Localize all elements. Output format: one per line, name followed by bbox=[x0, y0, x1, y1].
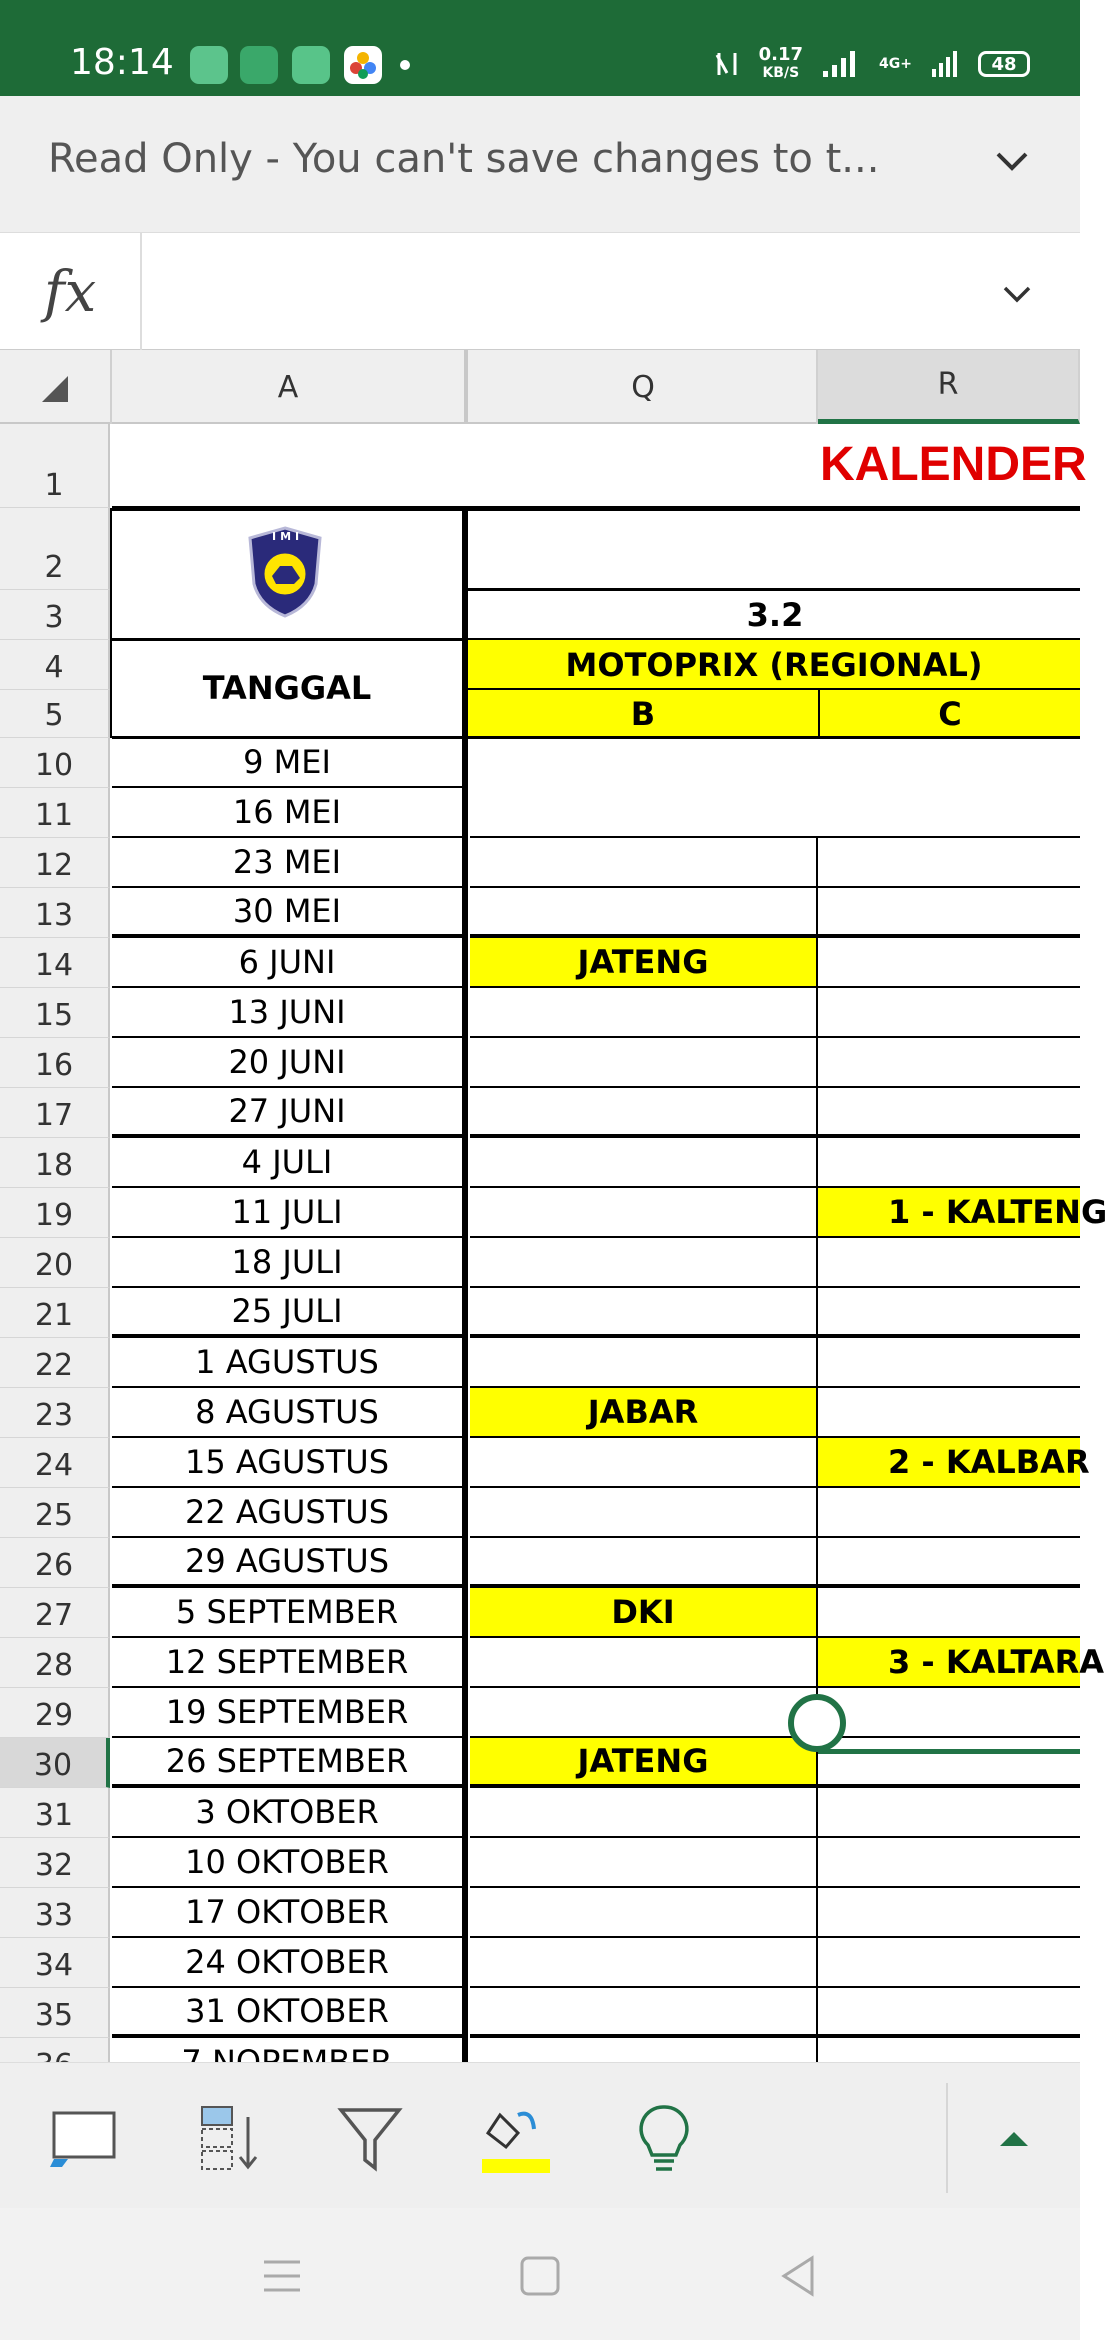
battery-icon bbox=[978, 51, 1030, 77]
read-only-banner[interactable] bbox=[0, 96, 1080, 232]
row-header[interactable]: 10 bbox=[0, 738, 110, 788]
date-cell[interactable]: 9 MEI bbox=[112, 738, 462, 788]
select-cells-button[interactable] bbox=[44, 2099, 124, 2179]
region-b-cell[interactable] bbox=[470, 1988, 818, 2038]
region-b-cell[interactable] bbox=[470, 988, 818, 1038]
spreadsheet-grid[interactable] bbox=[0, 424, 1107, 2062]
row-header[interactable]: 2 bbox=[0, 508, 110, 590]
region-c-cell[interactable] bbox=[818, 1088, 1080, 1138]
region-b-cell[interactable] bbox=[470, 1138, 818, 1188]
region-c-cell[interactable] bbox=[818, 1788, 1080, 1838]
row-header[interactable]: 20 bbox=[0, 1238, 110, 1288]
fill-color-icon bbox=[478, 2101, 554, 2177]
recents-button[interactable] bbox=[252, 2246, 312, 2306]
row-header[interactable]: 27 bbox=[0, 1588, 110, 1638]
row-header[interactable]: 22 bbox=[0, 1338, 110, 1388]
date-cell[interactable]: 10 OKTOBER bbox=[112, 1838, 462, 1888]
date-cell[interactable]: 19 SEPTEMBER bbox=[112, 1688, 462, 1738]
date-cell[interactable]: 22 AGUSTUS bbox=[112, 1488, 462, 1538]
region-c-cell[interactable] bbox=[818, 1038, 1080, 1088]
region-b-cell[interactable] bbox=[470, 1638, 818, 1688]
android-nav-bar bbox=[0, 2208, 1080, 2340]
region-c-cell[interactable] bbox=[818, 1938, 1080, 1988]
region-c-cell[interactable] bbox=[818, 1888, 1080, 1938]
select-cells-icon bbox=[48, 2107, 120, 2171]
row-header[interactable]: 26 bbox=[0, 1538, 110, 1588]
region-b-cell[interactable] bbox=[470, 1538, 818, 1588]
date-cell[interactable]: 24 OKTOBER bbox=[112, 1938, 462, 1988]
row-header[interactable]: 3 bbox=[0, 590, 110, 640]
ideas-button[interactable] bbox=[624, 2099, 704, 2179]
more-notifications-dot bbox=[400, 60, 410, 70]
logo-text: IMI bbox=[272, 530, 304, 543]
row-header[interactable]: 25 bbox=[0, 1488, 110, 1538]
row-header[interactable]: 5 bbox=[0, 690, 110, 738]
expand-toolbar-button[interactable] bbox=[974, 2099, 1054, 2179]
menu-icon bbox=[260, 2256, 304, 2296]
notification-mosque-icon bbox=[240, 46, 278, 84]
region-c-cell[interactable] bbox=[818, 1588, 1080, 1638]
read-only-message: Read Only - You can't save changes to t... bbox=[48, 136, 880, 182]
tanggal-header[interactable]: TANGGAL bbox=[202, 669, 372, 707]
region-b-cell[interactable] bbox=[470, 1038, 818, 1088]
back-button[interactable] bbox=[768, 2246, 828, 2306]
expand-formula-chevron-icon[interactable] bbox=[1002, 281, 1032, 307]
date-cell[interactable]: 20 JUNI bbox=[112, 1038, 462, 1088]
row-header[interactable]: 17 bbox=[0, 1088, 110, 1138]
formula-bar[interactable] bbox=[0, 232, 1080, 350]
region-c-cell[interactable]: 2 - KALBAR bbox=[818, 1438, 1080, 1488]
select-all-icon bbox=[42, 376, 68, 402]
column-header-a[interactable]: A bbox=[112, 350, 468, 424]
net-speed-unit: KB/S bbox=[762, 65, 800, 81]
notification-app-icon bbox=[190, 46, 228, 84]
row-header[interactable]: 4 bbox=[0, 640, 110, 690]
region-c-cell[interactable]: 3 - KALTARA bbox=[818, 1638, 1080, 1688]
subheader-c[interactable]: C bbox=[820, 690, 1080, 738]
region-b-cell[interactable] bbox=[470, 1238, 818, 1288]
home-square-icon bbox=[518, 2254, 562, 2298]
date-cell[interactable]: 26 SEPTEMBER bbox=[112, 1738, 462, 1788]
row-header[interactable]: 11 bbox=[0, 788, 110, 838]
region-c-cell[interactable] bbox=[818, 1688, 1080, 1738]
date-cell[interactable]: 30 MEI bbox=[112, 888, 462, 938]
back-triangle-icon bbox=[776, 2254, 820, 2298]
row-header[interactable]: 19 bbox=[0, 1188, 110, 1238]
date-cell[interactable]: 11 JULI bbox=[112, 1188, 462, 1238]
date-cell[interactable]: 23 MEI bbox=[112, 838, 462, 888]
column-header-r[interactable]: R bbox=[818, 350, 1080, 424]
region-c-cell[interactable] bbox=[818, 1288, 1080, 1338]
date-cell[interactable]: 17 OKTOBER bbox=[112, 1888, 462, 1938]
region-c-cell[interactable] bbox=[818, 938, 1080, 988]
region-c-cell[interactable] bbox=[818, 1138, 1080, 1188]
selection-handle[interactable] bbox=[788, 1694, 846, 1752]
region-b-cell[interactable]: JABAR bbox=[470, 1388, 818, 1438]
region-b-cell[interactable] bbox=[470, 1288, 818, 1338]
net-speed-value: 0.17 bbox=[758, 44, 804, 65]
date-cell[interactable]: 3 OKTOBER bbox=[112, 1788, 462, 1838]
select-all-corner[interactable] bbox=[0, 350, 112, 424]
calendar-title[interactable]: KALENDER bbox=[820, 437, 1087, 491]
region-c-cell[interactable]: 1 - KALTENG bbox=[818, 1188, 1080, 1238]
row-header[interactable]: 15 bbox=[0, 988, 110, 1038]
status-right bbox=[713, 46, 1030, 82]
selection-border bbox=[818, 1749, 1080, 1754]
region-c-cell[interactable] bbox=[818, 888, 1080, 938]
row-header[interactable]: 16 bbox=[0, 1038, 110, 1088]
chevron-down-icon[interactable] bbox=[994, 146, 1030, 176]
region-b-cell[interactable] bbox=[470, 1788, 818, 1838]
region-b-cell[interactable] bbox=[470, 788, 1080, 838]
row-header[interactable]: 31 bbox=[0, 1788, 110, 1838]
date-cell[interactable]: 18 JULI bbox=[112, 1238, 462, 1288]
filter-icon bbox=[337, 2104, 403, 2174]
region-b-cell[interactable] bbox=[470, 1888, 818, 1938]
region-c-cell[interactable] bbox=[818, 988, 1080, 1038]
date-cell[interactable]: 25 JULI bbox=[112, 1288, 462, 1338]
sort-icon bbox=[194, 2103, 266, 2175]
date-cell[interactable]: 27 JUNI bbox=[112, 1088, 462, 1138]
imi-logo bbox=[244, 524, 326, 620]
region-c-cell[interactable] bbox=[818, 1988, 1080, 2038]
region-c-cell[interactable] bbox=[818, 1488, 1080, 1538]
row-header[interactable]: 33 bbox=[0, 1888, 110, 1938]
date-cell[interactable]: 8 AGUSTUS bbox=[112, 1388, 462, 1438]
row-header[interactable]: 21 bbox=[0, 1288, 110, 1338]
notification-gift-icon bbox=[292, 46, 330, 84]
toolbar-separator bbox=[946, 2083, 948, 2193]
region-c-cell[interactable] bbox=[818, 1388, 1080, 1438]
status-bar bbox=[0, 0, 1080, 96]
region-c-cell[interactable] bbox=[818, 1238, 1080, 1288]
expand-up-icon bbox=[994, 2124, 1034, 2154]
date-cell[interactable]: 29 AGUSTUS bbox=[112, 1538, 462, 1588]
region-b-cell[interactable] bbox=[470, 1938, 818, 1988]
date-cell[interactable]: 12 SEPTEMBER bbox=[112, 1638, 462, 1688]
region-b-cell[interactable]: JATENG bbox=[470, 1738, 818, 1788]
battery-level: 48 bbox=[991, 53, 1017, 75]
region-c-cell[interactable] bbox=[818, 1338, 1080, 1388]
network-type: 4G+ bbox=[879, 56, 912, 72]
region-b-cell[interactable] bbox=[470, 1688, 818, 1738]
formula-input[interactable] bbox=[160, 263, 960, 323]
date-cell[interactable]: 6 JUNI bbox=[112, 938, 462, 988]
row-header[interactable]: 12 bbox=[0, 838, 110, 888]
fx-icon[interactable]: fx bbox=[0, 233, 142, 351]
home-button[interactable] bbox=[510, 2246, 570, 2306]
column-header-q[interactable]: Q bbox=[470, 350, 818, 424]
signal-icon bbox=[821, 49, 861, 79]
row-header[interactable]: 18 bbox=[0, 1138, 110, 1188]
date-cell[interactable]: 31 OKTOBER bbox=[112, 1988, 462, 2038]
region-b-cell[interactable] bbox=[470, 1838, 818, 1888]
date-cell[interactable]: 5 SEPTEMBER bbox=[112, 1588, 462, 1638]
row-header[interactable]: 32 bbox=[0, 1838, 110, 1888]
column-headers bbox=[0, 350, 1080, 424]
notification-photos-icon bbox=[344, 46, 382, 84]
date-cell[interactable]: 16 MEI bbox=[112, 788, 462, 838]
row-header[interactable]: 24 bbox=[0, 1438, 110, 1488]
row-header[interactable]: 34 bbox=[0, 1938, 110, 1988]
region-b-cell[interactable]: DKI bbox=[470, 1588, 818, 1638]
row-header[interactable]: 1 bbox=[0, 424, 110, 508]
net-speed bbox=[759, 46, 803, 82]
date-cell[interactable]: 13 JUNI bbox=[112, 988, 462, 1038]
region-c-cell[interactable] bbox=[818, 1838, 1080, 1888]
bottom-toolbar bbox=[0, 2062, 1080, 2208]
nfc-icon bbox=[713, 49, 741, 79]
section-number[interactable]: 3.2 bbox=[746, 596, 804, 634]
filter-button[interactable] bbox=[330, 2099, 410, 2179]
fill-color-button[interactable] bbox=[476, 2099, 556, 2179]
ideas-icon bbox=[636, 2103, 692, 2175]
date-cell[interactable]: 1 AGUSTUS bbox=[112, 1338, 462, 1388]
region-b-cell[interactable] bbox=[470, 1338, 818, 1388]
row-header[interactable]: 13 bbox=[0, 888, 110, 938]
sort-button[interactable] bbox=[190, 2099, 270, 2179]
region-b-cell[interactable] bbox=[470, 1188, 818, 1238]
row-header[interactable]: 35 bbox=[0, 1988, 110, 2038]
region-c-cell[interactable] bbox=[818, 1738, 1080, 1788]
date-cell[interactable]: 15 AGUSTUS bbox=[112, 1438, 462, 1488]
subheader-b[interactable]: B bbox=[468, 690, 818, 738]
region-b-cell[interactable] bbox=[470, 1438, 818, 1488]
region-b-cell[interactable] bbox=[470, 888, 818, 938]
region-b-cell[interactable] bbox=[470, 1488, 818, 1538]
row-header[interactable]: 23 bbox=[0, 1388, 110, 1438]
date-cell[interactable]: 4 JULI bbox=[112, 1138, 462, 1188]
signal-2-icon bbox=[930, 49, 960, 79]
row-header[interactable]: 14 bbox=[0, 938, 110, 988]
region-c-cell[interactable] bbox=[818, 1538, 1080, 1588]
region-c-cell[interactable] bbox=[818, 838, 1080, 888]
region-b-cell[interactable] bbox=[470, 838, 818, 888]
region-b-cell[interactable] bbox=[470, 1088, 818, 1138]
row-header[interactable]: 30 bbox=[0, 1738, 110, 1788]
motoprix-header[interactable]: MOTOPRIX (REGIONAL) bbox=[468, 640, 1080, 690]
row-header[interactable]: 28 bbox=[0, 1638, 110, 1688]
region-b-cell[interactable] bbox=[470, 738, 1080, 788]
row-header[interactable]: 29 bbox=[0, 1688, 110, 1738]
region-b-cell[interactable]: JATENG bbox=[470, 938, 818, 988]
clock: 18:14 bbox=[70, 42, 174, 83]
